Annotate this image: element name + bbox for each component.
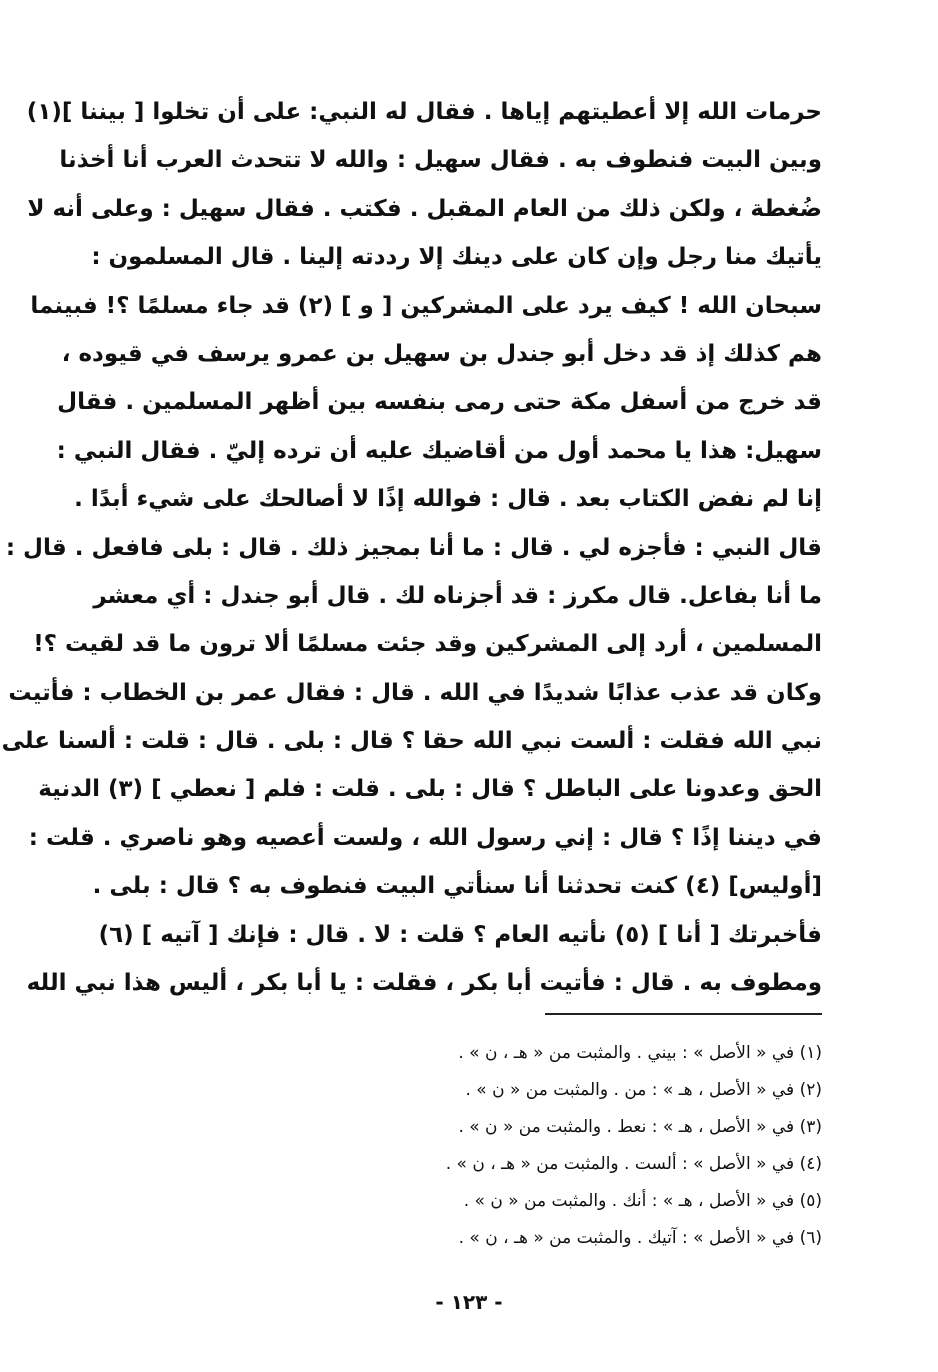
- text-line: سهيل: هذا يا محمد أول من أقاضيك عليه أن ترده إليّ . فقال النبي :: [56, 437, 822, 464]
- footnote-5: (٥) في « الأصل ، هـ » : أنك . والمثبت من « ن » .: [463, 1191, 822, 1211]
- footnote-2: (٢) في « الأصل ، هـ » : من . والمثبت من « ن » .: [465, 1080, 822, 1100]
- text-line: قد خرج من أسفل مكة حتى رمى بنفسه بين أظهر المسلمين . فقال: [57, 389, 822, 416]
- footnote-6: (٦) في « الأصل » : آتيك . والمثبت من « هـ ، ن » .: [458, 1228, 822, 1248]
- text-line: حرمات الله إلا أعطيتهم إياها . فقال له النبي: على أن تخلوا [ بيننا ](١): [26, 99, 822, 125]
- footnote-1: (١) في « الأصل » : بيني . والمثبت من « هـ ، ن » .: [458, 1043, 822, 1063]
- text-line: نبي الله فقلت : ألست نبي الله حقا ؟ قال : بلى . قال : قلت : ألسنا على: [1, 728, 822, 755]
- footnote-4: (٤) في « الأصل » : ألست . والمثبت من « هـ ، ن » .: [445, 1154, 822, 1174]
- text-line: ما أنا بفاعل. قال مكرز : قد أجزناه لك . قال أبو جندل : أي معشر: [93, 582, 822, 609]
- text-line: وكان قد عذب عذابًا شديدًا في الله . قال : فقال عمر بن الخطاب : فأتيت: [8, 679, 822, 706]
- text-line: فأخبرتك [ أنا ] (٥) نأتيه العام ؟ قلت : لا . قال : فإنك [ آتيه ] (٦): [98, 921, 822, 948]
- text-line: المسلمين ، أرد إلى المشركين وقد جئت مسلمًا ألا ترون ما قد لقيت ؟!: [33, 631, 822, 658]
- text-line: ومطوف به . قال : فأتيت أبا بكر ، فقلت : يا أبا بكر ، أليس هذا نبي الله: [26, 970, 822, 997]
- text-line: وبين البيت فنطوف به . فقال سهيل : والله لا تتحدث العرب أنا أخذنا: [59, 147, 822, 174]
- footnotes: [302, 1035, 822, 1257]
- footnote-separator: [545, 1013, 822, 1015]
- text-line: هم كذلك إذ قد دخل أبو جندل بن سهيل بن عمرو يرسف في قيوده ،: [61, 340, 822, 367]
- text-line: الحق وعدونا على الباطل ؟ قال : بلى . قلت : فلم [ نعطي ] (٣) الدنية: [38, 776, 822, 803]
- text-line: قال النبي : فأجزه لي . قال : ما أنا بمجيز ذلك . قال : بلى فافعل . قال :: [5, 534, 822, 561]
- text-line: ضُغطة ، ولكن ذلك من العام المقبل . فكتب . فقال سهيل : وعلى أنه لا: [27, 195, 822, 222]
- text-line: في ديننا إذًا ؟ قال : إني رسول الله ، ولست أعصيه وهو ناصري . قلت :: [28, 824, 822, 851]
- text-line: [أوليس] (٤) كنت تحدثنا أنا سنأتي البيت فنطوف به ؟ قال : بلى .: [92, 873, 822, 900]
- text-line: إنا لم نفض الكتاب بعد . قال : فوالله إذًا لا أصالحك على شيء أبدًا .: [74, 486, 822, 513]
- main-text: [1, 88, 822, 1007]
- page-number: - ١٢٣ -: [435, 1290, 503, 1314]
- text-line: سبحان الله ! كيف يرد على المشركين [ و ] (٢) قد جاء مسلمًا ؟! فبينما: [30, 292, 822, 319]
- text-line: يأتيك منا رجل وإن كان على دينك إلا رددته إلينا . قال المسلمون :: [91, 244, 822, 271]
- footnote-3: (٣) في « الأصل ، هـ » : نعط . والمثبت من « ن » .: [458, 1117, 822, 1137]
